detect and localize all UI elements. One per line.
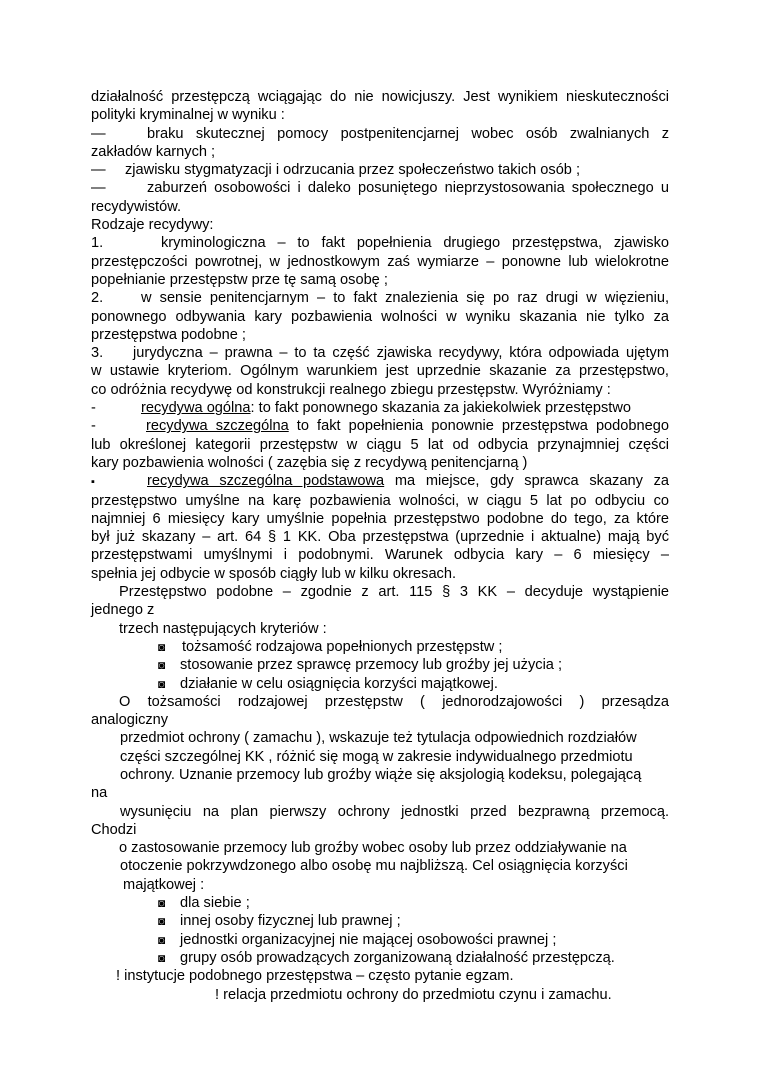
box-bullet-icon: ◙ — [158, 932, 166, 947]
box-bullet-icon: ◙ — [158, 676, 166, 691]
text-line: otoczenie pokrzywdzonego albo osobę mu najbliższą. Cel osiągnięcia korzyści — [120, 858, 628, 875]
benefit-item: ◙ jednostki organizacyjnej nie mającej osobowości prawnej ; — [158, 931, 557, 948]
dash-item: — zjawisku stygmatyzacji i odrzucania przez społeczeństwo takich osób ; — [91, 162, 581, 179]
square-bullet-item: ▪ recydywa szczególna podstawowa ma miejsce, gdy sprawca skazany za — [91, 472, 669, 491]
underlined-term: recydywa szczególna — [146, 418, 289, 435]
numbered-item: 1. kryminologiczna – to fakt popełnienia drugiego przestępstwa, zjawisko — [91, 235, 669, 252]
text-line: przestępczości powrotnej, w jednostkowym zaś wymiarze – ponowne lub wielokrotne — [91, 253, 669, 270]
text-line: polityki kryminalnej w wyniku : — [91, 107, 285, 124]
text-line: działalność przestępczą wciągając do nie nowicjuszy. Jest wynikiem nieskuteczności — [91, 89, 669, 105]
text-line: Chodzi — [91, 821, 137, 838]
emdash-bullet: — — [91, 162, 106, 179]
hyphen-item: - recydywa szczególna to fakt popełnienia ponownie przestępstwa podobnego — [91, 418, 669, 435]
text-line: przestępstwami umyślnymi i podobnymi. Warunek odbycia kary – 6 miesięcy – — [91, 547, 669, 564]
section-heading: Rodzaje recydywy: — [91, 217, 214, 234]
text-line: ochrony. Uznanie przemocy lub groźby wiąże się aksjologią kodeksu, polegającą — [120, 766, 642, 783]
square-bullet-icon: ▪ — [91, 476, 95, 489]
item-number: 3. — [91, 345, 104, 362]
text-line: był już skazany – art. 64 § 1 KK. Oba przestępstwa (uprzednie i aktualne) mają być — [91, 529, 669, 546]
emdash-bullet: — — [91, 125, 106, 142]
benefit-item: ◙ innej osoby fizycznej lub prawnej ; — [158, 913, 401, 930]
text-line: przestępstwa podobne ; — [91, 326, 246, 343]
box-bullet-icon: ◙ — [158, 658, 166, 673]
item-number: 1. — [91, 235, 104, 252]
benefit-item: ◙ grupy osób prowadzących zorganizowaną działalność przestępczą. — [158, 949, 615, 966]
document-page — [91, 88, 669, 1004]
numbered-item: 2. w sensie penitencjarnym – to fakt znalezienia się po raz drugi w więzieniu, — [91, 290, 669, 307]
text-line: przestępstwo umyślne na karę pozbawienia wolności, w ciągu 5 lat po odbyciu co — [91, 492, 669, 509]
box-bullet-icon: ◙ — [158, 914, 166, 929]
text-line: wysunięciu na plan pierwszy ochrony jednostki przed bezprawną przemocą. — [120, 803, 669, 820]
criterion-item: ◙ działanie w celu osiągnięcia korzyści majątkowej. — [158, 675, 498, 692]
criterion-item: ◙ stosowanie przez sprawcę przemocy lub groźby jej użycia ; — [158, 657, 563, 674]
text-line: zakładów karnych ; — [91, 143, 216, 160]
box-bullet-icon: ◙ — [158, 950, 166, 965]
text-line: majątkowej : — [119, 876, 205, 893]
exam-note: ! relacja przedmiotu ochrony do przedmiotu czynu i zamachu. — [215, 986, 612, 1003]
text-line: na — [91, 785, 108, 802]
emdash-bullet: — — [91, 180, 106, 197]
text-line: kary pozbawienia wolności ( zazębia się z recydywą penitencjarną ) — [91, 454, 528, 471]
text-line: części szczególnej KK , różnić się mogą w zakresie indywidualnego przedmiotu — [120, 748, 633, 765]
benefit-item: ◙ dla siebie ; — [158, 895, 250, 912]
text-line: recydywistów. — [91, 198, 182, 215]
text-line: Przestępstwo podobne – zgodnie z art. 115 § 3 KK – decyduje wystąpienie — [119, 584, 669, 601]
text-line: lub określonej kategorii przestępstw w ciągu 5 lat od odbycia przynajmniej części — [91, 436, 669, 453]
text-line: O tożsamości rodzajowej przestępstw ( jednorodzajowości ) przesądza — [119, 693, 669, 710]
text-line: spełnia jej odbycie w sposób ciągły lub w kilku okresach. — [91, 565, 457, 582]
underlined-term: recydywa szczególna podstawowa — [147, 473, 385, 490]
text-line: najmniej 6 miesięcy kary umyślnie popełnia przestępstwo podobne do tego, za które — [91, 510, 669, 527]
dash-item: — braku skutecznej pomocy postpenitencjarnej wobec osób zwalnianych z — [91, 125, 669, 142]
underlined-term: recydywa ogólna — [141, 400, 251, 417]
box-bullet-icon: ◙ — [158, 896, 166, 911]
criterion-item: ◙ tożsamość rodzajowa popełnionych przestępstw ; — [158, 638, 503, 655]
hyphen-bullet: - — [91, 418, 96, 435]
hyphen-bullet: - — [91, 400, 96, 417]
box-bullet-icon: ◙ — [158, 639, 166, 654]
text-line: ponownego odbywania kary pozbawienia wolności w wyniku skazania nie tylko za — [91, 308, 669, 325]
text-line: analogiczny — [91, 712, 169, 729]
text-line: przedmiot ochrony ( zamachu ), wskazuje też tytulacja odpowiednich rozdziałów — [120, 730, 637, 747]
numbered-item: 3. jurydyczna – prawna – to ta część zjawiska recydywy, która odpowiada ujętym — [91, 345, 669, 362]
text-line: o zastosowanie przemocy lub groźby wobec osoby lub przez oddziaływanie na — [119, 840, 627, 857]
text-line: popełnianie przestępstw prze tę samą osobę ; — [91, 271, 388, 288]
item-number: 2. — [91, 290, 104, 307]
exam-note: ! instytucje podobnego przestępstwa – często pytanie egzam. — [116, 968, 514, 985]
text-line: jednego z — [91, 602, 155, 619]
hyphen-item: - recydywa ogólna: to fakt ponownego skazania za jakiekolwiek przestępstwo — [91, 400, 631, 417]
dash-item: — zaburzeń osobowości i daleko posuniętego nieprzystosowania społecznego u — [91, 180, 669, 197]
text-line: trzech następujących kryteriów : — [119, 620, 327, 637]
text-line: co odróżnia recydywę od konstrukcji realnego zbiegu przestępstw. Wyróżniamy : — [91, 381, 611, 398]
text-line: w ustawie kryteriom. Ogólnym warunkiem jest uprzednie skazanie za przestępstwo, — [91, 363, 669, 380]
